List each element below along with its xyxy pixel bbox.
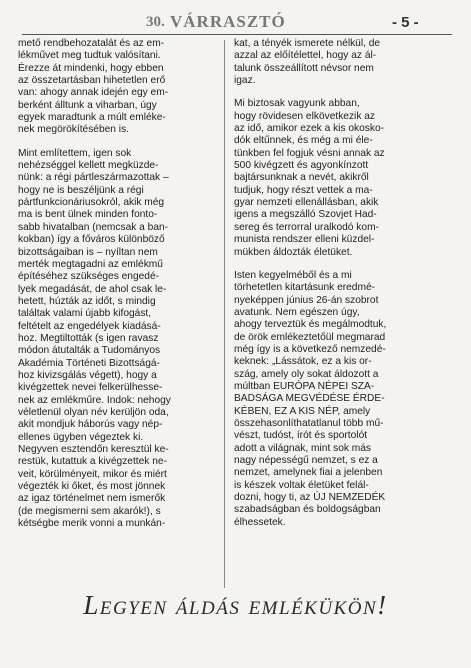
text-line: mükben áldozták életüket. [234, 246, 353, 258]
text-line: kokban) így a főváros különböző [18, 234, 165, 246]
page-header [0, 0, 471, 38]
text-line: egyek maradtunk a múlt emléke- [18, 112, 166, 124]
text-line: veit, körülményeit, mikor és miért [18, 468, 167, 480]
issue-number: 30. [146, 14, 165, 30]
text-line: Negyven esztendőn keresztül ke- [18, 444, 169, 455]
text-line: ellenes ügyben végeztek ki. [18, 431, 144, 443]
text-line: adott a világnak, mint sok más [234, 442, 372, 454]
text-line: az összetartásban hihetetlen erő [18, 75, 166, 87]
text-line: dók eltűnnek, és még a mi éle- [234, 135, 373, 147]
text-line: nemzet, amelynek fiai a jelenben [234, 467, 383, 479]
paragraph-gap [18, 137, 218, 148]
text-line: ma is bent ülnek minden fonto- [18, 209, 158, 221]
text-line: vészt, tudóst, írót és sportolót [234, 430, 368, 442]
text-line: hogy rövidesen elkövetkezik az [234, 110, 376, 122]
text-line: kétségbe merik vonni a munkán- [18, 518, 166, 530]
text-line: nek az emlékműre. Indok: nehogy [18, 394, 171, 406]
text-line: az idő, amikor ezek a kis okosko- [234, 123, 385, 135]
text-line: nek megörökítésében is. [18, 124, 129, 136]
text-line: sabb hivatalban (nemcsak a ban- [18, 221, 169, 233]
paragraph-gap [234, 259, 434, 270]
text-line: de örök emlékeztetőül megmarad [234, 331, 386, 343]
text-line: keknek: „Lássátok, ez a kis or- [234, 356, 372, 368]
text-line: bajtársunknak a nevét, akikről [234, 172, 369, 184]
text-line: (de megismerni sem akarók!), s [18, 505, 161, 517]
text-line: véletlenül olyan név kerüljön oda, [18, 406, 169, 418]
text-line: akit mondjuk háborús vagy nép- [18, 419, 163, 431]
text-line: dozni, hogy ti, az ÚJ NEMZEDÉK [234, 492, 386, 504]
text-line: Érezze át mindenki, hogy ebben [18, 62, 164, 74]
text-line: nagy népességű nemzet, s ez a [234, 455, 378, 466]
paragraph-gap [234, 87, 434, 98]
text-line: összehasonlíthatatlanul több mű- [234, 417, 384, 429]
text-line: Mi biztosak vagyunk abban, [234, 98, 360, 110]
text-line: tudjuk, hogy részt vettek a ma- [234, 184, 373, 196]
text-line: tünkben fel fogjuk vésni annak az [234, 147, 385, 159]
right-column [234, 38, 434, 529]
text-line: végezték ki őket, és most jönnek [18, 481, 166, 493]
text-line: szabadságban és boldogságban [234, 504, 381, 516]
text-line: talunk összeállított névsor nem [234, 62, 374, 74]
page-number: - 5 - [392, 14, 419, 31]
text-line: merték megtagadni az emlékmű [18, 258, 163, 270]
text-line: lékművet meg tudtuk valósítani. [18, 50, 161, 62]
text-line: van: ahogy annak idején egy em- [18, 87, 169, 99]
text-line: KÉBEN, EZ A KIS NÉP, amely [234, 405, 371, 417]
header-rule [22, 34, 452, 35]
text-line: mető rendbehozatalát és az em- [18, 38, 165, 49]
text-line: hogy ne is beszéljünk a régi [18, 184, 144, 196]
footer-motto: Legyen áldás emlékükön! [83, 590, 388, 620]
text-line: Akadémia Történeti Bizottságá- [18, 357, 160, 369]
text-line: még így is a következő nemzedé- [234, 343, 386, 355]
text-line: restük, kutattuk a kivégzettek ne- [18, 456, 167, 468]
text-line: pártfunkcionáriusokról, akik még [18, 197, 165, 209]
text-line: azzal az előítélettel, hogy az ál- [234, 50, 377, 62]
text-line: kat, a tényék ismerete nélkül, de [234, 38, 381, 49]
text-line: berként álltunk a viharban, úgy [18, 99, 157, 111]
text-line: nünk: a régi pártleszármazottak – [18, 172, 169, 184]
text-line: avatunk. Nem egészen úgy, [234, 306, 360, 318]
text-line: is készek voltak életüket felál- [234, 479, 369, 491]
publication-title: VÁRRASZTÓ [170, 12, 286, 31]
text-line: kivégzettek nevei felkerülhesse- [18, 382, 163, 394]
text-line: sereg és terrorral uralkodó kom- [234, 221, 379, 233]
text-line: törhetetlen kitartásunk eredmé- [234, 282, 375, 294]
text-line: Isten kegyelméből és a mi [234, 269, 352, 281]
text-line: lyek megadását, de ahol csak le- [18, 283, 167, 295]
text-line: nehézséggel kellett megküzde- [18, 160, 159, 172]
text-line: munista rendszer elleni küzdel- [234, 234, 375, 246]
text-line: ahogy terveztük és megálmodtuk, [234, 319, 387, 331]
left-column [18, 38, 218, 530]
text-line: hoz. Megtiltották (s igen ravasz [18, 332, 159, 344]
text-line: igaz. [234, 75, 256, 87]
text-line: hoz kivizsgálás végett), hogy a [18, 369, 157, 381]
text-line: találtak valami újabb kifogást, [18, 308, 152, 320]
text-line: az igaz történelmet nem ismerők [18, 493, 166, 505]
text-line: gyar nemzeti ellenállásban, akik [234, 197, 379, 209]
text-line: feltételt az engedélyek kiadásá- [18, 320, 161, 332]
text-line: építéséhez szükséges engedé- [18, 271, 160, 283]
text-line: nyeképpen június 26-án szobrot [234, 294, 379, 306]
text-line: bizottságaiban is – nyíltan nem [18, 246, 158, 258]
text-line: hetett, húzták az időt, s mindig [18, 295, 156, 307]
text-line: Mint említettem, igen sok [18, 147, 132, 159]
text-line: módon átutalták a Tudományos [18, 345, 161, 357]
text-line: igens a megszálló Szovjet Had- [234, 209, 377, 221]
column-divider [224, 40, 225, 588]
text-line: múltban EURÓPA NÉPEI SZA- [234, 380, 375, 392]
text-line: BADSÁGA MEGVÉDÉSE ÉRDE- [234, 393, 385, 405]
text-line: szág, amely oly sokat áldozott a [234, 368, 379, 380]
text-line: élhessetek. [234, 516, 286, 528]
text-line: 500 kivégzett és agyonkínzott [234, 160, 369, 172]
